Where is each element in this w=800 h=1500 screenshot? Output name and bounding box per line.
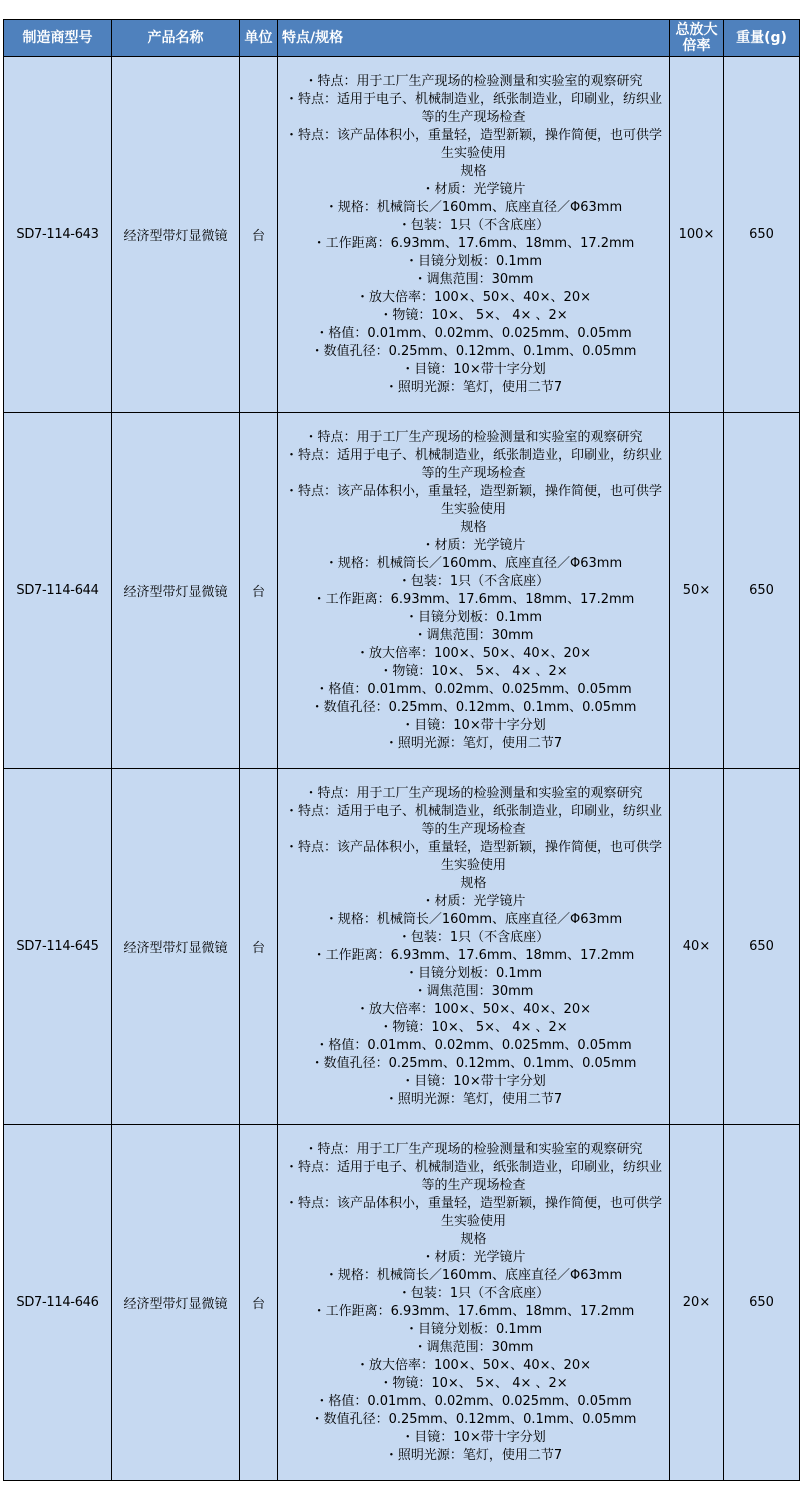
spec-line: ・目镜分划板：0.1mm [404,609,542,625]
spec-table-container [3,19,799,1481]
weight-cell: 650 [724,413,800,769]
header-magnification: 总放大倍率 [670,20,724,57]
header-model: 制造商型号 [4,20,112,57]
spec-line: ・格值：0.01mm、0.02mm、0.025mm、0.05mm [315,681,632,697]
table-row [4,769,800,1125]
spec-line: ・照明光源：笔灯，使用二节7 [384,1447,563,1463]
spec-line: ・放大倍率：100×、50×、40×、20× [355,289,591,305]
spec-line: ・目镜分划板：0.1mm [404,965,542,981]
table-row [4,413,800,769]
spec-line: ・特点：适用于电子、机械制造业，纸张制造业，印刷业，纺织业等的生产现场检查 [284,91,662,125]
model-cell: SD7-114-645 [4,769,112,1125]
spec-line: ・调焦范围：30mm [413,983,534,999]
spec-line: ・物镜：10×、 5×、 4× 、2× [379,663,568,679]
spec-line: ・数值孔径：0.25mm、0.12mm、0.1mm、0.05mm [310,1411,637,1427]
spec-line: ・目镜：10×带十字分划 [401,1073,546,1089]
table-row [4,1125,800,1481]
spec-line: ・包装：1只（不含底座） [397,1285,550,1301]
spec-line: ・特点：用于工厂生产现场的检验测量和实验室的观察研究 [304,1141,643,1157]
weight-cell: 650 [724,769,800,1125]
spec-line: ・材质：光学镜片 [421,537,526,553]
spec-line: ・放大倍率：100×、50×、40×、20× [355,1357,591,1373]
spec-line: ・目镜：10×带十字分划 [401,717,546,733]
spec-line: ・放大倍率：100×、50×、40×、20× [355,645,591,661]
spec-line: ・规格：机械筒长／160mm、底座直径／Φ63mm [324,1267,623,1283]
header-product-name: 产品名称 [112,20,240,57]
spec-line: ・格值：0.01mm、0.02mm、0.025mm、0.05mm [315,1037,632,1053]
product-name-cell: 经济型带灯显微镜 [112,57,240,413]
spec-line: ・格值：0.01mm、0.02mm、0.025mm、0.05mm [315,325,632,341]
model-cell: SD7-114-643 [4,57,112,413]
spec-line: 规格 [460,519,487,535]
spec-line: ・特点：适用于电子、机械制造业，纸张制造业，印刷业，纺织业等的生产现场检查 [284,1159,662,1193]
spec-line: ・目镜分划板：0.1mm [404,1321,542,1337]
magnification-cell: 100× [670,57,724,413]
product-name-cell: 经济型带灯显微镜 [112,769,240,1125]
header-spec: 特点/规格 [278,20,670,57]
spec-line: ・工作距离：6.93mm、17.6mm、18mm、17.2mm [312,1303,635,1319]
spec-line: ・特点：该产品体积小，重量轻，造型新颖，操作简便，也可供学生实验使用 [284,483,662,517]
spec-line: ・特点：用于工厂生产现场的检验测量和实验室的观察研究 [304,73,643,89]
spec-line: ・调焦范围：30mm [413,271,534,287]
spec-line: ・照明光源：笔灯，使用二节7 [384,1091,563,1107]
spec-line: ・特点：适用于电子、机械制造业，纸张制造业，印刷业，纺织业等的生产现场检查 [284,447,662,481]
spec-line: ・目镜：10×带十字分划 [401,1429,546,1445]
spec-line: ・规格：机械筒长／160mm、底座直径／Φ63mm [324,199,623,215]
spec-line: ・物镜：10×、 5×、 4× 、2× [379,1375,568,1391]
spec-line: ・目镜分划板：0.1mm [404,253,542,269]
spec-line: ・工作距离：6.93mm、17.6mm、18mm、17.2mm [312,947,635,963]
spec-line: ・物镜：10×、 5×、 4× 、2× [379,307,568,323]
product-spec-table [3,19,800,1481]
spec-line: ・工作距离：6.93mm、17.6mm、18mm、17.2mm [312,235,635,251]
spec-line: ・规格：机械筒长／160mm、底座直径／Φ63mm [324,555,623,571]
spec-line: ・数值孔径：0.25mm、0.12mm、0.1mm、0.05mm [310,1055,637,1071]
unit-cell: 台 [240,769,278,1125]
spec-line: ・照明光源：笔灯，使用二节7 [384,735,563,751]
unit-cell: 台 [240,413,278,769]
product-name-cell: 经济型带灯显微镜 [112,413,240,769]
spec-cell [278,413,670,769]
spec-line: ・材质：光学镜片 [421,181,526,197]
spec-line: ・目镜：10×带十字分划 [401,361,546,377]
spec-line: 规格 [460,875,487,891]
spec-cell [278,1125,670,1481]
model-cell: SD7-114-644 [4,413,112,769]
spec-line: ・照明光源：笔灯，使用二节7 [384,379,563,395]
spec-line: ・包装：1只（不含底座） [397,929,550,945]
spec-line: ・放大倍率：100×、50×、40×、20× [355,1001,591,1017]
model-cell: SD7-114-646 [4,1125,112,1481]
table-header-row [4,20,800,57]
weight-cell: 650 [724,1125,800,1481]
weight-cell: 650 [724,57,800,413]
spec-line: ・包装：1只（不含底座） [397,573,550,589]
spec-line: 规格 [460,1231,487,1247]
spec-line: 规格 [460,163,487,179]
spec-cell [278,769,670,1125]
spec-line: ・数值孔径：0.25mm、0.12mm、0.1mm、0.05mm [310,699,637,715]
header-weight: 重量(g) [724,20,800,57]
spec-line: ・特点：适用于电子、机械制造业，纸张制造业，印刷业，纺织业等的生产现场检查 [284,803,662,837]
spec-line: ・调焦范围：30mm [413,1339,534,1355]
spec-line: ・特点：该产品体积小，重量轻，造型新颖，操作简便，也可供学生实验使用 [284,127,662,161]
spec-line: ・调焦范围：30mm [413,627,534,643]
spec-line: ・包装：1只（不含底座） [397,217,550,233]
spec-line: ・特点：该产品体积小，重量轻，造型新颖，操作简便，也可供学生实验使用 [284,839,662,873]
spec-line: ・材质：光学镜片 [421,893,526,909]
spec-line: ・特点：用于工厂生产现场的检验测量和实验室的观察研究 [304,429,643,445]
unit-cell: 台 [240,57,278,413]
spec-line: ・材质：光学镜片 [421,1249,526,1265]
spec-line: ・特点：用于工厂生产现场的检验测量和实验室的观察研究 [304,785,643,801]
magnification-cell: 50× [670,413,724,769]
product-name-cell: 经济型带灯显微镜 [112,1125,240,1481]
spec-line: ・物镜：10×、 5×、 4× 、2× [379,1019,568,1035]
spec-line: ・规格：机械筒长／160mm、底座直径／Φ63mm [324,911,623,927]
spec-line: ・格值：0.01mm、0.02mm、0.025mm、0.05mm [315,1393,632,1409]
spec-line: ・特点：该产品体积小，重量轻，造型新颖，操作简便，也可供学生实验使用 [284,1195,662,1229]
spec-line: ・数值孔径：0.25mm、0.12mm、0.1mm、0.05mm [310,343,637,359]
unit-cell: 台 [240,1125,278,1481]
magnification-cell: 20× [670,1125,724,1481]
table-body [4,57,800,1481]
magnification-cell: 40× [670,769,724,1125]
header-unit: 单位 [240,20,278,57]
table-row [4,57,800,413]
spec-cell [278,57,670,413]
spec-line: ・工作距离：6.93mm、17.6mm、18mm、17.2mm [312,591,635,607]
